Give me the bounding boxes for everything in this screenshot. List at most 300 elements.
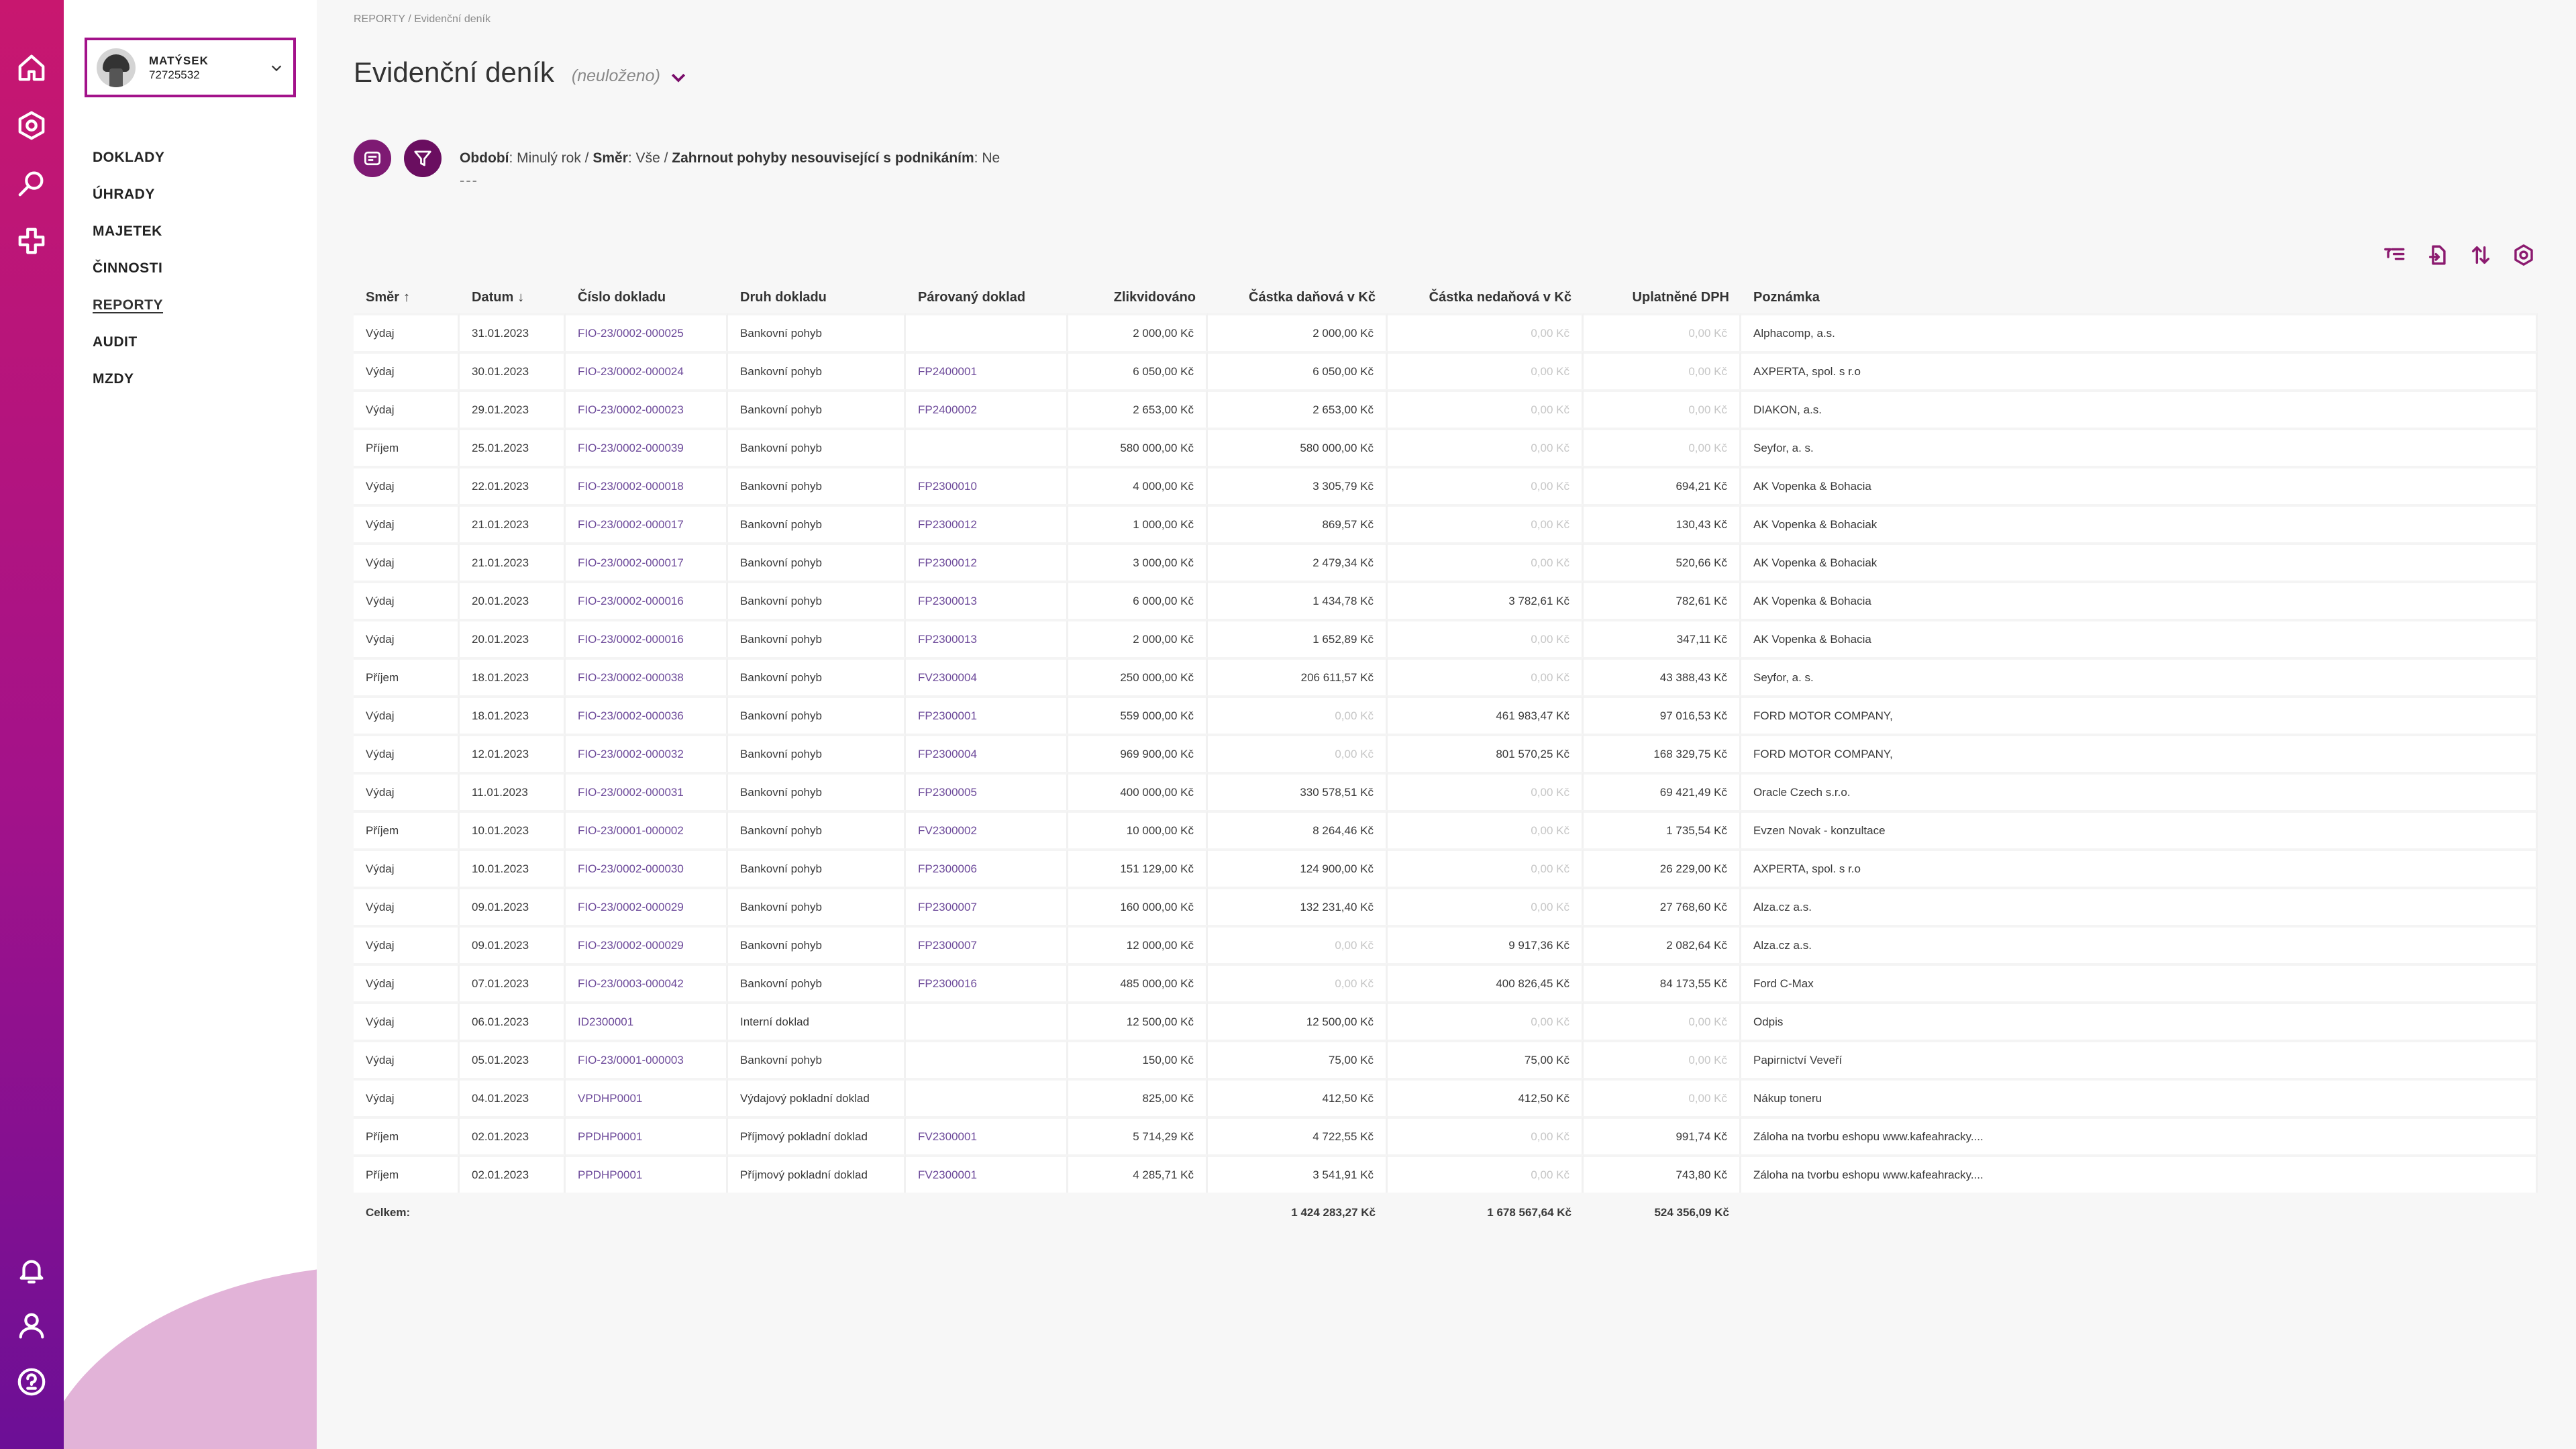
cell-zlikvidovano: 580 000,00 Kč [1068, 428, 1208, 466]
title-row [354, 56, 688, 89]
cell-zlikvidovano: 485 000,00 Kč [1068, 963, 1208, 1001]
cell-datum: 25.01.2023 [460, 428, 566, 466]
cell-cislo-dokladu[interactable]: FIO-23/0002-000016 [566, 619, 728, 657]
filter-button[interactable] [404, 140, 442, 177]
cell-nedanova: 400 826,45 Kč [1388, 963, 1584, 1001]
cell-nedanova: 0,00 Kč [1388, 619, 1584, 657]
cell-cislo-dokladu[interactable]: FIO-23/0001-000002 [566, 810, 728, 848]
cell-druh-dokladu: Bankovní pohyb [728, 504, 906, 542]
cell-zlikvidovano: 3 000,00 Kč [1068, 542, 1208, 581]
cell-cislo-dokladu[interactable]: PPDHP0001 [566, 1116, 728, 1154]
cell-parovany-doklad [906, 1001, 1068, 1040]
sort-asc-icon: ↑ [403, 289, 411, 305]
cell-nedanova: 0,00 Kč [1388, 542, 1584, 581]
cell-poznamka: AK Vopenka & Bohacia [1741, 466, 2538, 504]
cell-smer: Výdaj [354, 351, 460, 389]
filter-obdobi-value: : Minulý rok / [509, 150, 593, 166]
company-selector[interactable] [85, 38, 296, 97]
cell-smer: Příjem [354, 810, 460, 848]
total-dph: 524 356,09 Kč [1654, 1206, 1729, 1219]
cell-zlikvidovano: 2 000,00 Kč [1068, 619, 1208, 657]
cell-parovany-doklad[interactable]: FV2300002 [906, 810, 1068, 848]
table-body [354, 313, 2538, 1193]
cell-smer: Výdaj [354, 389, 460, 428]
cell-nedanova: 801 570,25 Kč [1388, 734, 1584, 772]
cell-poznamka: Alphacomp, a.s. [1741, 313, 2538, 351]
nav-item-majetek[interactable]: MAJETEK [93, 223, 162, 239]
cell-dph: 43 388,43 Kč [1584, 657, 1741, 695]
filter-smer-label: Směr [593, 150, 628, 166]
table-row[interactable] [354, 963, 2538, 1001]
cell-zlikvidovano: 12 000,00 Kč [1068, 925, 1208, 963]
avatar [97, 48, 136, 87]
cell-datum: 22.01.2023 [460, 466, 566, 504]
cell-dph: 0,00 Kč [1584, 1040, 1741, 1078]
cell-poznamka: AK Vopenka & Bohacia [1741, 581, 2538, 619]
cell-parovany-doklad[interactable]: FP2300007 [906, 887, 1068, 925]
cell-cislo-dokladu[interactable]: PPDHP0001 [566, 1154, 728, 1193]
cell-nedanova: 0,00 Kč [1388, 351, 1584, 389]
cell-datum: 29.01.2023 [460, 389, 566, 428]
cell-smer: Výdaj [354, 772, 460, 810]
cell-poznamka: Seyfor, a. s. [1741, 428, 2538, 466]
cell-zlikvidovano: 5 714,29 Kč [1068, 1116, 1208, 1154]
cell-poznamka: Ford C-Max [1741, 963, 2538, 1001]
cell-druh-dokladu: Příjmový pokladní doklad [728, 1154, 906, 1193]
cell-nedanova: 461 983,47 Kč [1388, 695, 1584, 734]
cell-nedanova: 0,00 Kč [1388, 848, 1584, 887]
cell-druh-dokladu: Bankovní pohyb [728, 734, 906, 772]
cell-smer: Výdaj [354, 619, 460, 657]
cell-cislo-dokladu[interactable]: VPDHP0001 [566, 1078, 728, 1116]
column-header-poznamka[interactable]: Poznámka [1753, 289, 1820, 305]
cell-smer: Výdaj [354, 1078, 460, 1116]
sidebar [64, 0, 317, 1449]
cell-dph: 69 421,49 Kč [1584, 772, 1741, 810]
totals-label: Celkem: [366, 1206, 411, 1219]
add-icon[interactable] [15, 224, 48, 258]
filter-zahrnout-label: Zahrnout pohyby nesouvisející s podnikáním [672, 150, 974, 166]
cell-smer: Výdaj [354, 1040, 460, 1078]
cell-danova: 75,00 Kč [1208, 1040, 1388, 1078]
cell-druh-dokladu: Bankovní pohyb [728, 810, 906, 848]
breadcrumb[interactable]: REPORTY / Evidenční deník [354, 13, 491, 25]
cell-danova: 330 578,51 Kč [1208, 772, 1388, 810]
cell-zlikvidovano: 400 000,00 Kč [1068, 772, 1208, 810]
cell-zlikvidovano: 4 285,71 Kč [1068, 1154, 1208, 1193]
column-header-datum[interactable]: Datum ↓ [472, 289, 525, 305]
cell-nedanova: 0,00 Kč [1388, 887, 1584, 925]
cell-dph: 0,00 Kč [1584, 351, 1741, 389]
cell-zlikvidovano: 825,00 Kč [1068, 1078, 1208, 1116]
cell-parovany-doklad[interactable]: FP2400001 [906, 351, 1068, 389]
cell-datum: 12.01.2023 [460, 734, 566, 772]
cell-smer: Výdaj [354, 734, 460, 772]
cell-danova: 124 900,00 Kč [1208, 848, 1388, 887]
search-icon[interactable] [15, 166, 48, 200]
cell-dph: 2 082,64 Kč [1584, 925, 1741, 963]
cell-parovany-doklad[interactable]: FV2300001 [906, 1154, 1068, 1193]
cell-parovany-doklad[interactable]: FV2300001 [906, 1116, 1068, 1154]
cell-datum: 20.01.2023 [460, 619, 566, 657]
cell-cislo-dokladu[interactable]: FIO-23/0002-000017 [566, 542, 728, 581]
cell-danova: 580 000,00 Kč [1208, 428, 1388, 466]
cell-danova: 2 479,34 Kč [1208, 542, 1388, 581]
icon-rail [0, 0, 64, 1449]
cell-druh-dokladu: Bankovní pohyb [728, 695, 906, 734]
cell-poznamka: Záloha na tvorbu eshopu www.kafeahracky.... [1741, 1154, 2538, 1193]
cell-nedanova: 0,00 Kč [1388, 466, 1584, 504]
cell-datum: 10.01.2023 [460, 848, 566, 887]
cell-druh-dokladu: Bankovní pohyb [728, 351, 906, 389]
table-row[interactable] [354, 1078, 2538, 1116]
column-header-nedanova[interactable]: Částka nedaňová v Kč [1429, 289, 1572, 305]
table-row[interactable] [354, 1154, 2538, 1193]
sort-desc-icon: ↓ [517, 289, 525, 305]
cell-danova: 2 000,00 Kč [1208, 313, 1388, 351]
cell-dph: 27 768,60 Kč [1584, 887, 1741, 925]
cell-smer: Výdaj [354, 887, 460, 925]
cell-dph: 130,43 Kč [1584, 504, 1741, 542]
sort-icon[interactable] [2467, 242, 2494, 268]
cell-datum: 30.01.2023 [460, 351, 566, 389]
cell-smer: Výdaj [354, 313, 460, 351]
table-row[interactable] [354, 772, 2538, 810]
cell-cislo-dokladu[interactable]: FIO-23/0002-000032 [566, 734, 728, 772]
nav-item-doklady[interactable]: DOKLADY [93, 150, 165, 165]
company-info [149, 54, 209, 82]
cell-datum: 04.01.2023 [460, 1078, 566, 1116]
cell-zlikvidovano: 150,00 Kč [1068, 1040, 1208, 1078]
cell-datum: 02.01.2023 [460, 1154, 566, 1193]
cell-nedanova: 0,00 Kč [1388, 772, 1584, 810]
cell-zlikvidovano: 6 050,00 Kč [1068, 351, 1208, 389]
help-icon[interactable] [15, 1365, 48, 1399]
cell-danova: 8 264,46 Kč [1208, 810, 1388, 848]
cell-danova: 0,00 Kč [1208, 734, 1388, 772]
list-card-icon [362, 148, 382, 168]
cell-parovany-doklad [906, 1078, 1068, 1116]
cell-nedanova: 0,00 Kč [1388, 657, 1584, 695]
filter-zahrnout-value: : Ne [974, 150, 1000, 166]
cell-datum: 07.01.2023 [460, 963, 566, 1001]
cell-smer: Příjem [354, 657, 460, 695]
saved-views-button[interactable] [354, 140, 391, 177]
cell-nedanova: 0,00 Kč [1388, 810, 1584, 848]
table-row[interactable] [354, 848, 2538, 887]
cell-dph: 84 173,55 Kč [1584, 963, 1741, 1001]
column-header-druh[interactable]: Druh dokladu [740, 289, 827, 305]
cell-danova: 0,00 Kč [1208, 963, 1388, 1001]
cell-druh-dokladu: Bankovní pohyb [728, 848, 906, 887]
cell-danova: 0,00 Kč [1208, 925, 1388, 963]
cell-druh-dokladu: Bankovní pohyb [728, 428, 906, 466]
cell-druh-dokladu: Bankovní pohyb [728, 542, 906, 581]
cell-poznamka: Nákup toneru [1741, 1078, 2538, 1116]
cell-dph: 520,66 Kč [1584, 542, 1741, 581]
cell-datum: 31.01.2023 [460, 313, 566, 351]
funnel-icon [413, 148, 433, 168]
cell-cislo-dokladu[interactable]: FIO-23/0002-000036 [566, 695, 728, 734]
cell-poznamka: Alza.cz a.s. [1741, 887, 2538, 925]
cell-smer: Výdaj [354, 925, 460, 963]
cell-parovany-doklad[interactable]: FP2300004 [906, 734, 1068, 772]
cell-datum: 06.01.2023 [460, 1001, 566, 1040]
table-row[interactable] [354, 619, 2538, 657]
table-row[interactable] [354, 542, 2538, 581]
table-row[interactable] [354, 1116, 2538, 1154]
nav-item-reporty[interactable]: REPORTY [93, 297, 164, 313]
cell-poznamka: AXPERTA, spol. s r.o [1741, 351, 2538, 389]
cell-smer: Výdaj [354, 581, 460, 619]
cell-danova: 869,57 Kč [1208, 504, 1388, 542]
nav-item-uhrady[interactable]: ÚHRADY [93, 187, 155, 202]
cell-cislo-dokladu[interactable]: FIO-23/0002-000039 [566, 428, 728, 466]
table-row[interactable] [354, 351, 2538, 389]
cell-druh-dokladu: Bankovní pohyb [728, 313, 906, 351]
cell-cislo-dokladu[interactable]: FIO-23/0002-000029 [566, 925, 728, 963]
bell-icon[interactable] [15, 1254, 48, 1287]
cell-cislo-dokladu[interactable]: FIO-23/0002-000024 [566, 351, 728, 389]
table-row[interactable] [354, 466, 2538, 504]
report-table [354, 282, 2538, 1233]
nav-item-audit[interactable]: AUDIT [93, 334, 138, 350]
cell-danova: 3 305,79 Kč [1208, 466, 1388, 504]
cell-smer: Výdaj [354, 848, 460, 887]
cell-poznamka: Alza.cz a.s. [1741, 925, 2538, 963]
column-header-parovany[interactable]: Párovaný doklad [918, 289, 1026, 305]
table-row[interactable] [354, 887, 2538, 925]
table-row[interactable] [354, 695, 2538, 734]
cell-cislo-dokladu[interactable]: FIO-23/0002-000030 [566, 848, 728, 887]
cell-dph: 0,00 Kč [1584, 1078, 1741, 1116]
cell-parovany-doklad[interactable]: FP2300016 [906, 963, 1068, 1001]
table-row[interactable] [354, 1001, 2538, 1040]
cell-danova: 0,00 Kč [1208, 695, 1388, 734]
cell-nedanova: 0,00 Kč [1388, 389, 1584, 428]
table-row[interactable] [354, 925, 2538, 963]
cell-zlikvidovano: 12 500,00 Kč [1068, 1001, 1208, 1040]
chevron-down-icon[interactable] [668, 67, 688, 87]
cell-zlikvidovano: 2 653,00 Kč [1068, 389, 1208, 428]
cell-parovany-doklad[interactable]: FP2400002 [906, 389, 1068, 428]
cell-nedanova: 0,00 Kč [1388, 1154, 1584, 1193]
cell-nedanova: 0,00 Kč [1388, 504, 1584, 542]
cell-zlikvidovano: 1 000,00 Kč [1068, 504, 1208, 542]
cell-zlikvidovano: 10 000,00 Kč [1068, 810, 1208, 848]
cell-poznamka: Seyfor, a. s. [1741, 657, 2538, 695]
cell-smer: Výdaj [354, 542, 460, 581]
cell-druh-dokladu: Bankovní pohyb [728, 619, 906, 657]
cell-danova: 4 722,55 Kč [1208, 1116, 1388, 1154]
chevron-down-icon[interactable] [269, 60, 284, 75]
cell-dph: 168 329,75 Kč [1584, 734, 1741, 772]
cell-nedanova: 75,00 Kč [1388, 1040, 1584, 1078]
table-toolbar [2381, 242, 2537, 268]
cell-datum: 11.01.2023 [460, 772, 566, 810]
table-row[interactable] [354, 657, 2538, 695]
cell-druh-dokladu: Bankovní pohyb [728, 581, 906, 619]
table-row[interactable] [354, 581, 2538, 619]
table-row[interactable] [354, 504, 2538, 542]
cell-dph: 0,00 Kč [1584, 389, 1741, 428]
filter-smer-value: : Vše / [627, 150, 672, 166]
cell-poznamka: FORD MOTOR COMPANY, [1741, 734, 2538, 772]
cell-dph: 1 735,54 Kč [1584, 810, 1741, 848]
decorative-shape [64, 1265, 317, 1449]
cell-dph: 97 016,53 Kč [1584, 695, 1741, 734]
cell-cislo-dokladu[interactable]: FIO-23/0003-000042 [566, 963, 728, 1001]
cell-poznamka: DIAKON, a.s. [1741, 389, 2538, 428]
cell-druh-dokladu: Bankovní pohyb [728, 1040, 906, 1078]
table-row[interactable] [354, 428, 2538, 466]
cell-smer: Příjem [354, 428, 460, 466]
cell-cislo-dokladu[interactable]: FIO-23/0002-000017 [566, 504, 728, 542]
cell-parovany-doklad[interactable]: FP2300013 [906, 581, 1068, 619]
table-row[interactable] [354, 389, 2538, 428]
cell-druh-dokladu: Bankovní pohyb [728, 887, 906, 925]
cell-danova: 1 434,78 Kč [1208, 581, 1388, 619]
cell-datum: 02.01.2023 [460, 1116, 566, 1154]
cell-smer: Výdaj [354, 1001, 460, 1040]
cell-cislo-dokladu[interactable]: FIO-23/0001-000003 [566, 1040, 728, 1078]
column-filter-icon[interactable] [2381, 242, 2408, 268]
settings-icon[interactable] [2510, 242, 2537, 268]
cell-dph: 743,80 Kč [1584, 1154, 1741, 1193]
main-nav [93, 149, 164, 407]
cell-cislo-dokladu[interactable]: FIO-23/0002-000031 [566, 772, 728, 810]
user-icon[interactable] [15, 1309, 48, 1342]
cell-smer: Příjem [354, 1116, 460, 1154]
cell-smer: Výdaj [354, 504, 460, 542]
cell-dph: 0,00 Kč [1584, 428, 1741, 466]
cell-dph: 347,11 Kč [1584, 619, 1741, 657]
cell-parovany-doklad[interactable]: FP2300012 [906, 542, 1068, 581]
table-row[interactable] [354, 734, 2538, 772]
cell-cislo-dokladu[interactable]: FIO-23/0002-000018 [566, 466, 728, 504]
cell-poznamka: AXPERTA, spol. s r.o [1741, 848, 2538, 887]
cell-parovany-doklad [906, 428, 1068, 466]
cell-datum: 10.01.2023 [460, 810, 566, 848]
cell-dph: 782,61 Kč [1584, 581, 1741, 619]
column-header-dph[interactable]: Uplatněné DPH [1632, 289, 1729, 305]
cell-poznamka: AK Vopenka & Bohaciak [1741, 542, 2538, 581]
cell-parovany-doklad[interactable]: FP2300005 [906, 772, 1068, 810]
cell-danova: 132 231,40 Kč [1208, 887, 1388, 925]
company-id: 72725532 [149, 68, 200, 81]
cell-poznamka: Oracle Czech s.r.o. [1741, 772, 2538, 810]
cell-danova: 3 541,91 Kč [1208, 1154, 1388, 1193]
cell-cislo-dokladu[interactable]: FIO-23/0002-000029 [566, 887, 728, 925]
save-state: (neuloženo) [571, 66, 660, 85]
cell-zlikvidovano: 4 000,00 Kč [1068, 466, 1208, 504]
column-header-zlikvidovano[interactable]: Zlikvidováno [1113, 289, 1196, 305]
column-header-smer[interactable]: Směr ↑ [366, 289, 411, 305]
cell-parovany-doklad[interactable]: FP2300013 [906, 619, 1068, 657]
cell-danova: 1 652,89 Kč [1208, 619, 1388, 657]
cell-parovany-doklad[interactable]: FP2300006 [906, 848, 1068, 887]
cell-datum: 05.01.2023 [460, 1040, 566, 1078]
home-icon[interactable] [15, 51, 48, 85]
cell-parovany-doklad[interactable]: FP2300012 [906, 504, 1068, 542]
total-danova: 1 424 283,27 Kč [1291, 1206, 1376, 1219]
dashboard-icon[interactable] [15, 109, 48, 142]
cell-cislo-dokladu[interactable]: FIO-23/0002-000038 [566, 657, 728, 695]
cell-poznamka: Odpis [1741, 1001, 2538, 1040]
column-header-cislo[interactable]: Číslo dokladu [578, 289, 666, 305]
cell-dph: 991,74 Kč [1584, 1116, 1741, 1154]
cell-druh-dokladu: Bankovní pohyb [728, 925, 906, 963]
cell-nedanova: 0,00 Kč [1388, 1001, 1584, 1040]
column-header-danova[interactable]: Částka daňová v Kč [1249, 289, 1376, 305]
cell-datum: 18.01.2023 [460, 695, 566, 734]
table-row[interactable] [354, 1040, 2538, 1078]
nav-item-cinnosti[interactable]: ČINNOSTI [93, 260, 163, 276]
cell-nedanova: 0,00 Kč [1388, 428, 1584, 466]
nav-item-mzdy[interactable]: MZDY [93, 371, 134, 387]
cell-danova: 2 653,00 Kč [1208, 389, 1388, 428]
filter-placeholder: --- [460, 172, 478, 189]
company-name: MATÝSEK [149, 54, 209, 67]
cell-dph: 0,00 Kč [1584, 1001, 1741, 1040]
cell-nedanova: 412,50 Kč [1388, 1078, 1584, 1116]
cell-parovany-doklad[interactable]: FP2300001 [906, 695, 1068, 734]
cell-smer: Výdaj [354, 695, 460, 734]
filter-summary[interactable] [460, 150, 1000, 166]
cell-zlikvidovano: 559 000,00 Kč [1068, 695, 1208, 734]
cell-smer: Příjem [354, 1154, 460, 1193]
cell-danova: 206 611,57 Kč [1208, 657, 1388, 695]
page-title: Evidenční deník [354, 56, 554, 88]
cell-datum: 09.01.2023 [460, 887, 566, 925]
export-icon[interactable] [2424, 242, 2451, 268]
table-row[interactable] [354, 313, 2538, 351]
cell-datum: 21.01.2023 [460, 504, 566, 542]
cell-dph: 26 229,00 Kč [1584, 848, 1741, 887]
cell-druh-dokladu: Výdajový pokladní doklad [728, 1078, 906, 1116]
total-nedanova: 1 678 567,64 Kč [1487, 1206, 1572, 1219]
cell-dph: 694,21 Kč [1584, 466, 1741, 504]
cell-cislo-dokladu[interactable]: ID2300001 [566, 1001, 728, 1040]
cell-zlikvidovano: 160 000,00 Kč [1068, 887, 1208, 925]
cell-druh-dokladu: Příjmový pokladní doklad [728, 1116, 906, 1154]
cell-druh-dokladu: Bankovní pohyb [728, 657, 906, 695]
cell-parovany-doklad[interactable]: FV2300004 [906, 657, 1068, 695]
cell-parovany-doklad[interactable]: FP2300010 [906, 466, 1068, 504]
cell-druh-dokladu: Interní doklad [728, 1001, 906, 1040]
cell-poznamka: Záloha na tvorbu eshopu www.kafeahracky.... [1741, 1116, 2538, 1154]
main-content [317, 0, 2576, 1449]
cell-zlikvidovano: 969 900,00 Kč [1068, 734, 1208, 772]
cell-parovany-doklad[interactable]: FP2300007 [906, 925, 1068, 963]
totals-row [354, 1193, 2538, 1233]
table-row[interactable] [354, 810, 2538, 848]
cell-cislo-dokladu[interactable]: FIO-23/0002-000016 [566, 581, 728, 619]
cell-poznamka: AK Vopenka & Bohaciak [1741, 504, 2538, 542]
cell-zlikvidovano: 250 000,00 Kč [1068, 657, 1208, 695]
cell-smer: Výdaj [354, 963, 460, 1001]
cell-druh-dokladu: Bankovní pohyb [728, 466, 906, 504]
cell-parovany-doklad [906, 313, 1068, 351]
cell-nedanova: 0,00 Kč [1388, 313, 1584, 351]
cell-cislo-dokladu[interactable]: FIO-23/0002-000025 [566, 313, 728, 351]
cell-cislo-dokladu[interactable]: FIO-23/0002-000023 [566, 389, 728, 428]
cell-dph: 0,00 Kč [1584, 313, 1741, 351]
cell-poznamka: Papirnictví Veveří [1741, 1040, 2538, 1078]
cell-zlikvidovano: 6 000,00 Kč [1068, 581, 1208, 619]
cell-danova: 412,50 Kč [1208, 1078, 1388, 1116]
cell-druh-dokladu: Bankovní pohyb [728, 389, 906, 428]
